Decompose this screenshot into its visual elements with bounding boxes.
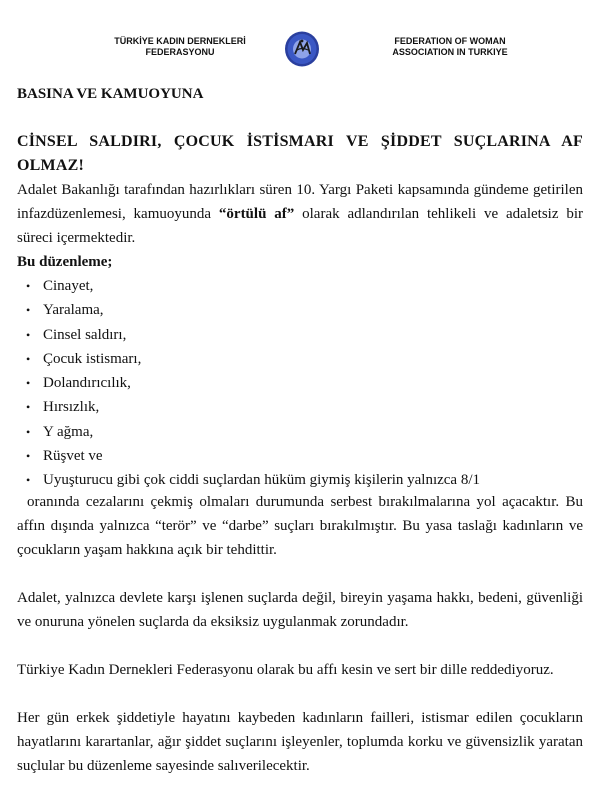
justice-paragraph: Adalet, yalnızca devlete karşı işlenen suçlarda değil, bireyin yaşama hakkı, bedeni, güvenliği ve onuruna yönelen suçlarda da eksiksiz uygulanmak zorundadır. (17, 590, 583, 630)
list-lead-label: Bu düzenleme; (17, 254, 113, 270)
list-item: • Uyuşturucu gibi çok ciddi suçlardan hüküm giymiş kişilerin yalnızca 8/1 (43, 468, 583, 492)
org-name-turkish (95, 36, 265, 58)
main-title: CİNSEL SALDIRI, ÇOCUK İSTİSMARI VE ŞİDDET SUÇLARINA AF OLMAZ! (17, 133, 583, 174)
list-item: • Dolandırıcılık, (43, 371, 583, 395)
org-name-turkish-line2: FEDERASYONU (145, 47, 215, 57)
intro-text-start: Adalet Bakanlığı tarafından hazırlıkları süren 10. Yargı Paketi kapsamında gündeme getirilen infazdüzenlemesi, kamuoyunda (17, 182, 583, 222)
list-item: • Cinsel saldırı, (43, 323, 583, 347)
list-item: • Çocuk istismarı, (43, 347, 583, 371)
org-name-english-line2: ASSOCIATION IN TURKIYE (392, 47, 508, 57)
intro-text-end: olarak adlandırılan tehlikeli ve adaletsiz bir süreci içermektedir. (17, 206, 584, 246)
victims-paragraph: Her gün erkek şiddetiyle hayatını kaybeden kadınların failleri, istismar edilen çocukların hayatlarını karartanlar, ağır şiddet suçlarını işleyenler, toplumda korku ve güvensizlik yaratan suçlular bu düzenleme sayesinde salıverilecektir. (17, 710, 583, 774)
list-item: • Cinayet, (43, 274, 583, 298)
org-name-english (365, 36, 535, 58)
list-item: • Yaralama, (43, 298, 583, 322)
intro-paragraph (17, 178, 583, 250)
list-item: • Y ağma, (43, 420, 583, 444)
intro-bold-phrase: “örtülü af” (218, 206, 295, 222)
list-item: • Hırsızlık, (43, 395, 583, 419)
org-name-turkish-line1: TÜRKİYE KADIN DERNEKLERİ (114, 36, 246, 46)
org-name-english-line1: FEDERATION OF WOMAN (394, 36, 506, 46)
rejection-paragraph: Türkiye Kadın Dernekleri Federasyonu olarak bu affı kesin ve sert bir dille reddediyoruz. (17, 662, 554, 678)
crime-list (17, 274, 583, 493)
federation-logo-icon (283, 30, 321, 68)
letterhead (0, 28, 600, 68)
list-item: • Rüşvet ve (43, 444, 583, 468)
consequence-paragraph: oranında cezalarını çekmiş olmaları durumunda serbest bırakılmalarına yol açacaktır. Bu affın dışında yalnızca “terör” ve “darbe” suçları bırakılmıştır. Bu yasa taslağı kadınların ve çocukların yaşam hakkına açık bir tehdittir. (17, 494, 583, 558)
press-heading: BASINA VE KAMUOYUNA (17, 86, 204, 102)
